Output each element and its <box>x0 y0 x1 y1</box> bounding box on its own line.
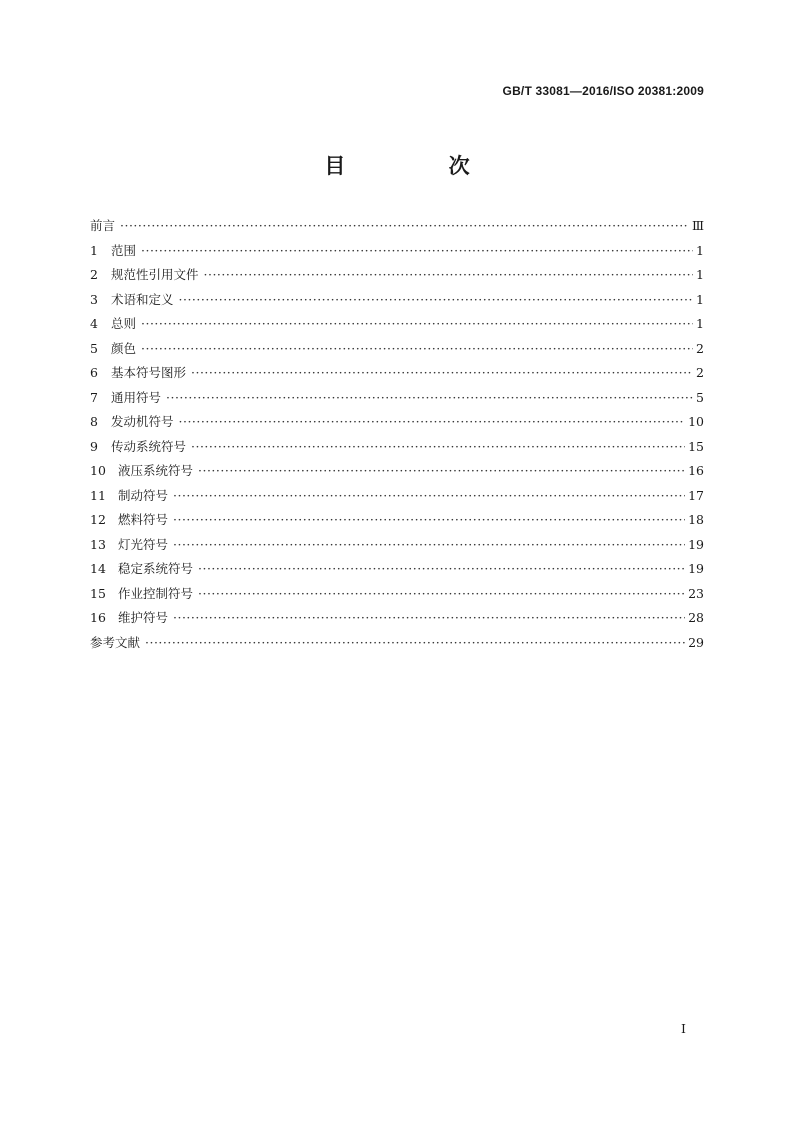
toc-leader-dots <box>166 390 693 405</box>
toc-entry-label: 术语和定义 <box>111 291 174 307</box>
toc-entry-page: 1 <box>696 267 704 282</box>
toc-entry-page: 2 <box>696 365 704 380</box>
toc-entry-page: 10 <box>688 414 704 429</box>
toc-entry-label: 基本符号图形 <box>111 365 187 380</box>
toc-leader-dots <box>191 439 685 454</box>
toc-entry-label: 燃料符号 <box>118 512 169 527</box>
toc-entry-number: 5 <box>90 340 98 356</box>
toc-leader-dots <box>141 316 693 331</box>
toc-entry-page: 29 <box>688 634 704 650</box>
toc-entry-label: 液压系统符号 <box>118 463 194 478</box>
toc-entry-page: Ⅲ <box>691 218 704 233</box>
toc-entry[interactable] <box>90 412 704 437</box>
toc-leader-dots <box>204 267 693 282</box>
toc-leader-dots <box>141 243 693 258</box>
toc-entry-page: 28 <box>688 610 704 625</box>
toc-entry-number: 10 <box>90 463 106 478</box>
toc-entry-label: 传动系统符号 <box>111 438 187 454</box>
toc-entry-label: 发动机符号 <box>111 414 174 429</box>
toc-leader-dots <box>120 218 689 233</box>
toc-entry-number: 3 <box>90 291 98 307</box>
toc-leader-dots <box>198 463 685 478</box>
toc-entry-number: 16 <box>90 610 106 625</box>
toc-entry[interactable] <box>90 510 704 535</box>
toc-entry-label: 维护符号 <box>118 610 169 625</box>
toc-entry-number: 11 <box>90 487 106 503</box>
toc-entry-label: 前言 <box>90 218 116 233</box>
toc-leader-dots <box>179 414 686 429</box>
toc-entry-label: 参考文献 <box>90 634 141 650</box>
page-title: 目 次 <box>324 153 518 178</box>
toc-entry-number: 9 <box>90 438 98 454</box>
toc-entry-number: 12 <box>90 512 106 527</box>
toc-leader-dots <box>179 292 693 307</box>
toc-entry-number: 8 <box>90 414 98 429</box>
toc-entry[interactable] <box>90 216 704 241</box>
table-of-contents <box>90 216 704 657</box>
toc-entry-label: 总则 <box>111 316 137 331</box>
toc-entry[interactable] <box>90 265 704 290</box>
toc-entry-number: 15 <box>90 585 106 601</box>
toc-entry[interactable] <box>90 461 704 486</box>
toc-entry[interactable] <box>90 486 704 511</box>
toc-leader-dots <box>173 537 685 552</box>
toc-entry-label: 制动符号 <box>118 487 169 503</box>
toc-entry-label: 灯光符号 <box>118 536 169 552</box>
toc-leader-dots <box>198 561 685 576</box>
toc-entry-page: 16 <box>688 463 704 478</box>
toc-entry-page: 1 <box>696 242 704 258</box>
toc-leader-dots <box>173 488 685 503</box>
toc-entry[interactable] <box>90 437 704 462</box>
toc-entry[interactable] <box>90 363 704 388</box>
toc-entry-page: 17 <box>688 487 704 503</box>
toc-entry[interactable] <box>90 535 704 560</box>
standard-code: GB/T 33081—2016/ISO 20381:2009 <box>502 84 704 98</box>
toc-entry-page: 19 <box>688 561 704 576</box>
toc-entry-page: 1 <box>696 291 704 307</box>
toc-entry[interactable] <box>90 388 704 413</box>
toc-leader-dots <box>173 512 685 527</box>
toc-entry-label: 作业控制符号 <box>118 585 194 601</box>
toc-entry-number: 14 <box>90 561 106 576</box>
toc-entry-number: 7 <box>90 389 98 405</box>
toc-entry[interactable] <box>90 608 704 633</box>
toc-entry-label: 范围 <box>111 242 137 258</box>
toc-entry[interactable] <box>90 241 704 266</box>
toc-entry-page: 23 <box>688 585 704 601</box>
toc-entry[interactable] <box>90 314 704 339</box>
toc-entry-number: 2 <box>90 267 98 282</box>
toc-entry-label: 通用符号 <box>111 389 162 405</box>
toc-entry-number: 6 <box>90 365 98 380</box>
toc-entry[interactable] <box>90 290 704 315</box>
toc-entry[interactable] <box>90 339 704 364</box>
toc-entry[interactable] <box>90 559 704 584</box>
toc-entry-page: 19 <box>688 536 704 552</box>
toc-entry-page: 15 <box>688 438 704 454</box>
page-number: I <box>681 1021 686 1036</box>
toc-entry-number: 13 <box>90 536 106 552</box>
toc-leader-dots <box>145 635 685 650</box>
toc-entry-number: 1 <box>90 242 98 258</box>
toc-entry[interactable] <box>90 584 704 609</box>
toc-entry-number: 4 <box>90 316 98 331</box>
toc-entry-label: 规范性引用文件 <box>111 267 199 282</box>
toc-entry-page: 1 <box>696 316 704 331</box>
toc-entry-page: 2 <box>696 340 704 356</box>
toc-entry-label: 颜色 <box>111 340 137 356</box>
toc-entry-page: 18 <box>688 512 704 527</box>
toc-entry[interactable] <box>90 633 704 658</box>
toc-entry-page: 5 <box>696 389 704 405</box>
toc-leader-dots <box>141 341 693 356</box>
toc-entry-label: 稳定系统符号 <box>118 561 194 576</box>
toc-leader-dots <box>191 365 693 380</box>
toc-leader-dots <box>173 610 685 625</box>
toc-leader-dots <box>198 586 685 601</box>
